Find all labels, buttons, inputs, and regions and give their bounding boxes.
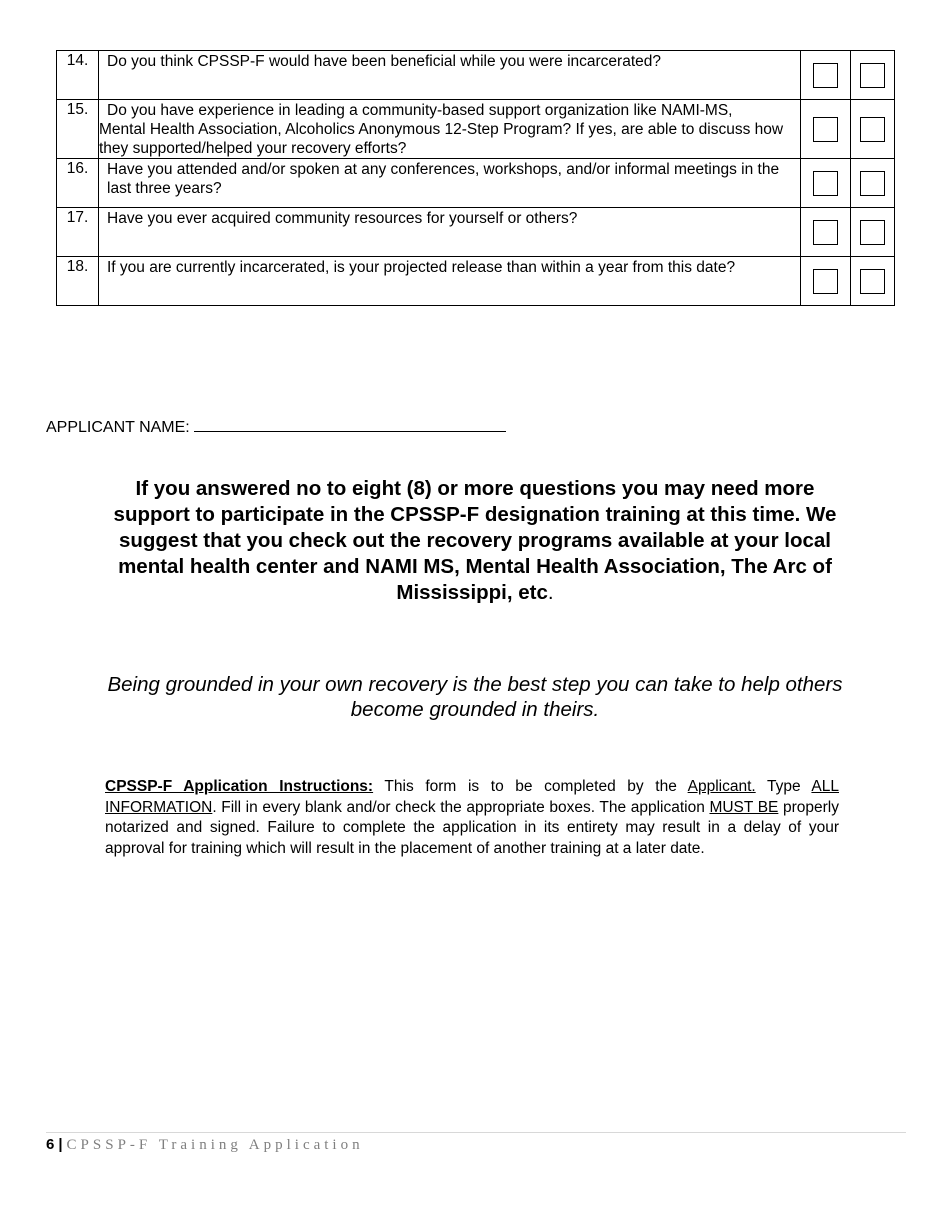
page-footer: [46, 1136, 364, 1154]
no-checkbox[interactable]: [860, 117, 885, 142]
questions-table: [56, 50, 895, 306]
instructions-underlined: ALL INFORMATION: [105, 778, 839, 816]
no-checkbox[interactable]: [860, 220, 885, 245]
question-number: 16.: [57, 159, 99, 208]
question-number: 18.: [57, 257, 99, 306]
question-text: Have you attended and/or spoken at any conferences, workshops, and/or informal meetings in the last three years?: [99, 159, 801, 208]
yes-checkbox[interactable]: [813, 171, 838, 196]
yes-checkbox[interactable]: [813, 220, 838, 245]
applicant-name-input[interactable]: [194, 415, 506, 432]
instructions-underlined: MUST BE: [709, 798, 779, 816]
eligibility-notice-period: .: [547, 581, 554, 604]
question-row-18: [57, 257, 895, 306]
instructions-text: properly notarized and signed. Failure to complete the application in its entirety may result in a delay of your approval for training which will result in the placement of another training at a later date.: [105, 798, 839, 857]
instructions-label: CPSSP-F Application Instructions:: [105, 778, 374, 795]
no-checkbox[interactable]: [860, 171, 885, 196]
footer-divider: [46, 1132, 906, 1133]
question-text: [99, 100, 801, 159]
yes-checkbox[interactable]: [813, 63, 838, 88]
question-text: Do you think CPSSP-F would have been beneficial while you were incarcerated?: [99, 51, 801, 100]
instructions-underlined: Applicant.: [687, 778, 756, 795]
instructions-text: This form is to be completed by the: [373, 778, 688, 795]
recovery-quote: Being grounded in your own recovery is the best step you can take to help others become grounded in theirs.: [107, 673, 843, 721]
footer-separator: |: [58, 1136, 63, 1153]
question-row-14: [57, 51, 895, 100]
applicant-name-field: [46, 415, 506, 437]
page-number: 6: [46, 1136, 55, 1153]
yes-checkbox[interactable]: [813, 117, 838, 142]
question-text-rest: Mental Health Association, Alcoholics Anonymous 12-Step Program? If yes, are able to discuss how they supported/helped your recovery efforts?: [99, 121, 784, 157]
footer-title: CPSSP-F Training Application: [66, 1137, 364, 1153]
question-row-16: [57, 159, 895, 208]
no-checkbox[interactable]: [860, 269, 885, 294]
question-row-15: [57, 100, 895, 159]
question-number: 17.: [57, 208, 99, 257]
question-text: Have you ever acquired community resources for yourself or others?: [99, 208, 801, 257]
instructions-text: . Fill in every blank and/or check the appropriate boxes. The application: [212, 798, 710, 816]
eligibility-notice: [105, 476, 845, 606]
application-instructions: [105, 777, 839, 859]
question-number: 14.: [57, 51, 99, 100]
no-checkbox[interactable]: [860, 63, 885, 88]
question-row-17: [57, 208, 895, 257]
question-text: If you are currently incarcerated, is your projected release than within a year from this date?: [99, 257, 801, 306]
yes-checkbox[interactable]: [813, 269, 838, 294]
applicant-name-label: APPLICANT NAME:: [46, 419, 190, 436]
question-text-line1: Do you have experience in leading a community-based support organization like NAMI-MS,: [107, 102, 733, 119]
eligibility-notice-text: If you answered no to eight (8) or more questions you may need more support to participate in the CPSSP-F designation training at this time. We suggest that you check out the recovery programs available at your local mental health center and NAMI MS, Mental Health Association, The Arc of Mississippi, etc: [113, 477, 837, 604]
instructions-text: Type: [755, 778, 812, 795]
question-number: 15.: [57, 100, 99, 159]
